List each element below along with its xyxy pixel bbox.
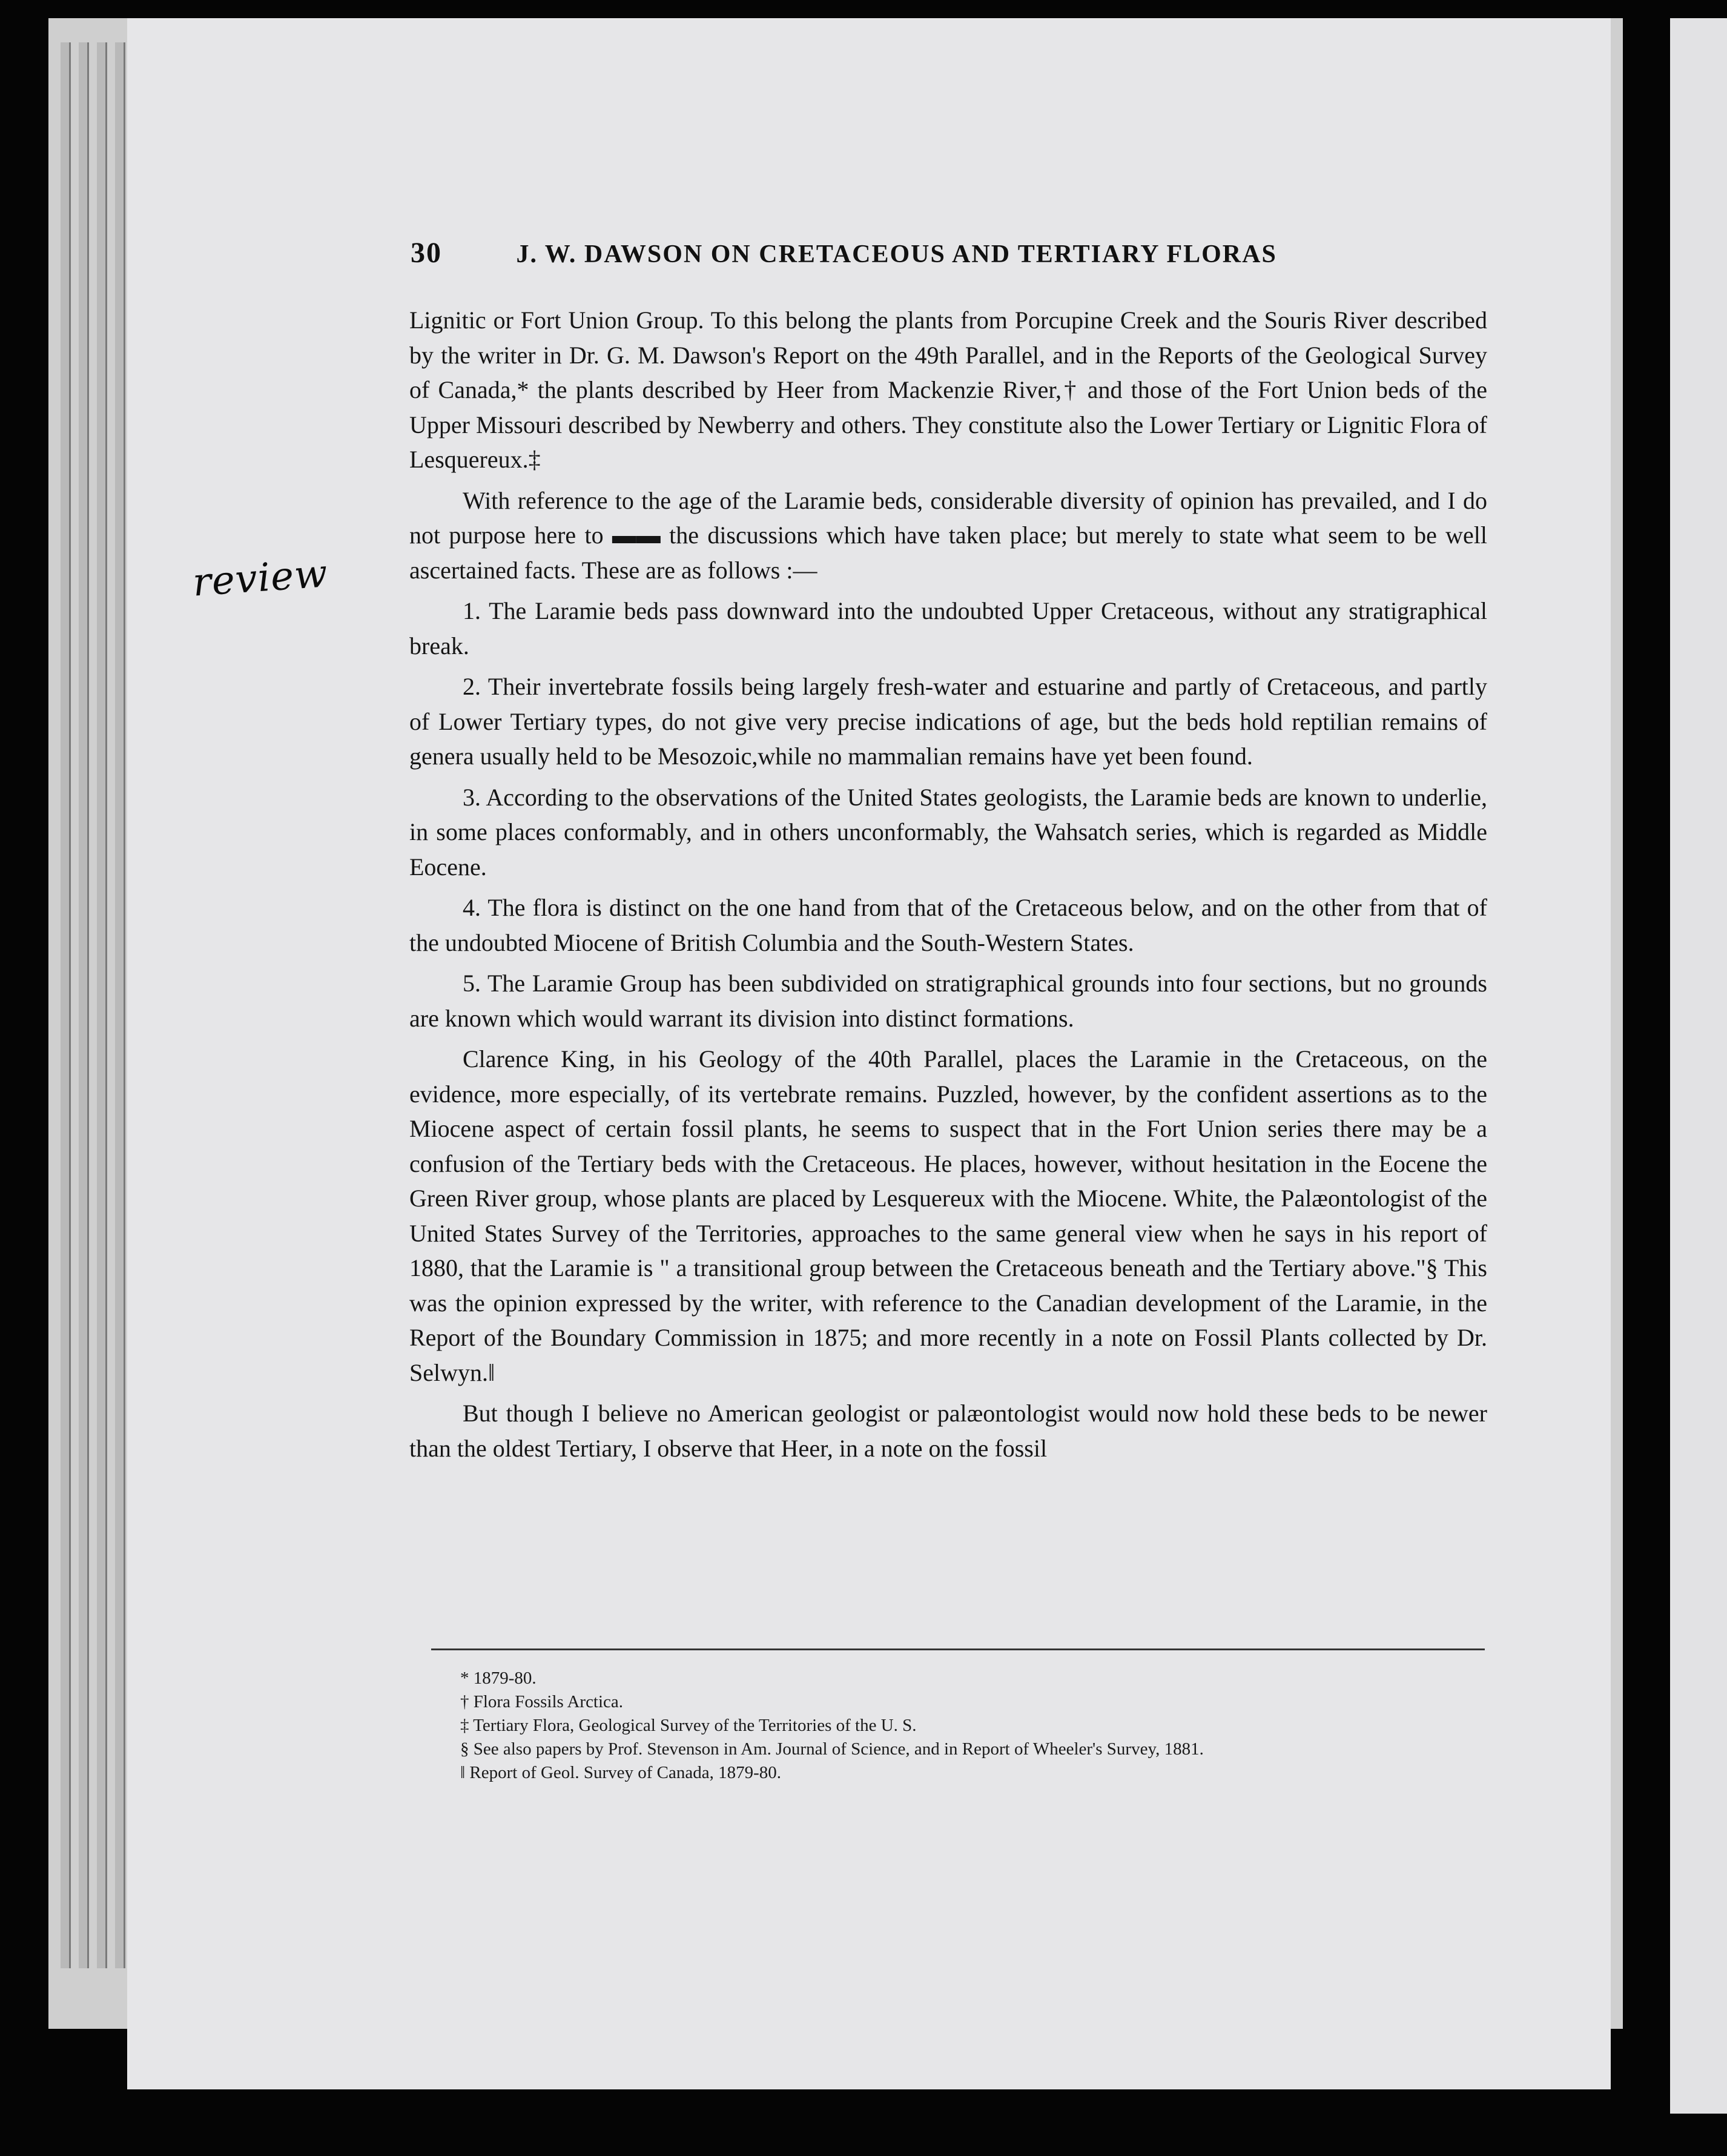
footnote-divider [431,1648,1485,1650]
footnote: * 1879-80. [460,1668,537,1688]
list-item: 5. The Laramie Group has been subdivided on stratigraphical grounds into four sections, but no grounds are known which would warrant its division into distinct formations. [409,970,1487,1032]
list-item: 3. According to the observations of the United States geologists, the Laramie beds are known to underlie, in some places conformably, and in others unconformably, the Wahsatch series, which is regarded as Middle Eocene. [409,783,1487,881]
page-edge [115,42,125,1968]
page-edge [61,42,71,1968]
footnote: ‖ Report of Geol. Survey of Canada, 1879-80. [460,1763,782,1782]
footnote: ‡ Tertiary Flora, Geological Survey of the Territories of the U. S. [460,1716,917,1735]
page-edge [79,42,89,1968]
paragraph: With reference to the age of the Laramie beds, considerable diversity of opinion has prevailed, and I do not purpose here to ▬▬ the discussions which have taken place; but merely to state what seem to be well ascertained facts. These are as follows :— [409,486,1487,584]
list-item: 2. Their invertebrate fossils being largely fresh-water and estuarine and partly of Cretaceous, and partly of Lower Tertiary types, do not give very precise indications of age, but the beds hold reptilian remains of genera usually held to be Mesozoic,while no mammalian remains have yet been found. [409,673,1487,770]
handwritten-margin-note: review [191,551,330,606]
page-number: 30 [411,237,442,269]
body-text [409,303,1487,1472]
footnotes [460,1667,1490,1785]
list-item: 1. The Laramie beds pass downward into the undoubted Upper Cretaceous, without any stratigraphical break. [409,597,1487,660]
footnote: † Flora Fossils Arctica. [460,1692,624,1711]
paragraph: Lignitic or Fort Union Group. To this belong the plants from Porcupine Creek and the Souris River described by the writer in Dr. G. M. Dawson's Report on the 49th Parallel, and in the Reports of the Geological Survey of Canada,* the plants described by Heer from Mackenzie River,† and those of the Fort Union beds of the Upper Missouri described by Newberry and others. They constitute also the Lower Tertiary or Lignitic Flora of Lesquereux.‡ [409,306,1487,473]
running-header [411,236,1337,270]
running-title: J. W. DAWSON ON CRETACEOUS AND TERTIARY FLORAS [516,240,1277,268]
adjacent-page [1635,0,1727,2156]
paragraph: But though I believe no American geologist or palæontologist would now hold these beds to be newer than the oldest Tertiary, I observe that Heer, in a note on the fossil [409,1400,1487,1462]
footnote: § See also papers by Prof. Stevenson in Am. Journal of Science, and in Report of Wheeler's Survey, 1881. [460,1739,1204,1759]
paragraph: Clarence King, in his Geology of the 40th Parallel, places the Laramie in the Cretaceous, on the evidence, more especially, of its vertebrate remains. Puzzled, however, by the confident assertions as to the Miocene aspect of certain fossil plants, he seems to suspect that in the Fort Union series there may be a confusion of the Tertiary beds with the Cretaceous. He places, however, without hesitation in the Eocene the Green River group, whose plants are placed by Lesquereux with the Miocene. White, the Palæontologist of the United States Survey of the Territories, approaches to the same general view when he says in his report of 1880, that the Laramie is " a transitional group between the Cretaceous beneath and the Tertiary above."§ This was the opinion expressed by the writer, with reference to the Canadian development of the Laramie, in the Report of the Boundary Commission in 1875; and more recently in a note on Fossil Plants collected by Dr. Selwyn.‖ [409,1045,1487,1386]
page-edge [97,42,107,1968]
adjacent-page-strip [1670,18,1727,2114]
list-item: 4. The flora is distinct on the one hand from that of the Cretaceous below, and on the other from that of the undoubted Miocene of British Columbia and the South-Western States. [409,894,1487,956]
